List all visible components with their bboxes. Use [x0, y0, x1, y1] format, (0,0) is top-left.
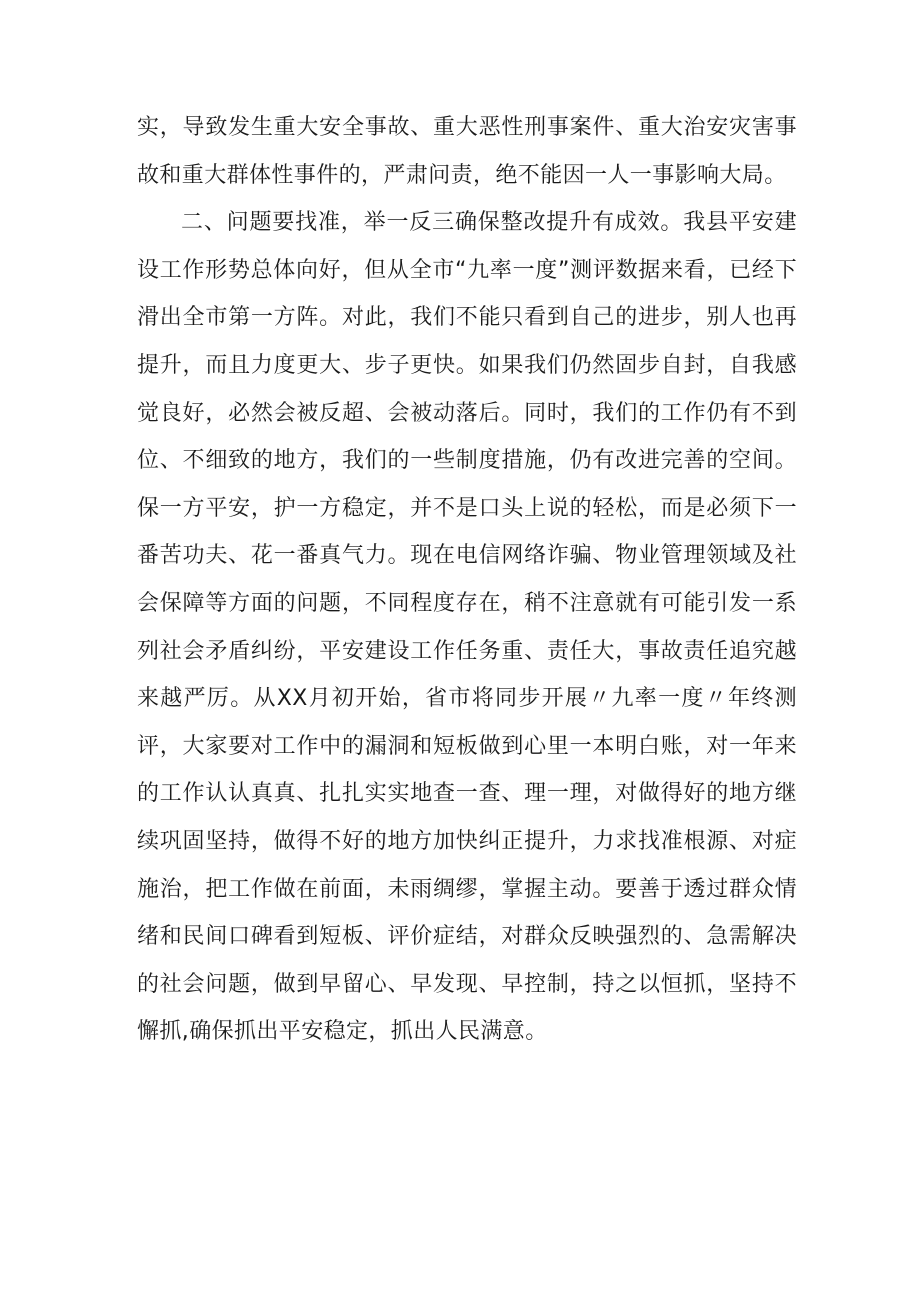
paragraph-continuation: 实，导致发生重大安全事故、重大恶性刑事案件、重大治安灾害事故和重大群体性事件的，严肃问责，绝不能因一人一事影响大局。: [137, 115, 797, 188]
document-body: [137, 104, 797, 1056]
paragraph-section-two: 二、问题要找准，举一反三确保整改提升有成效。我县平安建设工作形势总体向好，但从全市“九率一度”测评数据来看，已经下滑出全市第一方阵。对此，我们不能只看到自己的进步，别人也再提升，而且力度更大、步子更快。如果我们仍然固步自封，自我感觉良好，必然会被反超、会被动落后。同时，我们的工作仍有不到位、不细致的地方，我们的一些制度措施，仍有改进完善的空间。保一方平安，护一方稳定，并不是口头上说的轻松，而是必须下一番苦功夫、花一番真气力。现在电信网络诈骗、物业管理领域及社会保障等方面的问题，不同程度存在，稍不注意就有可能引发一系列社会矛盾纠纷，平安建设工作任务重、责任大，事故责任追究越来越严厉。从XX月初开始，省市将同步开展〃九率一度〃年终测评，大家要对工作中的漏洞和短板做到心里一本明白账，对一年来的工作认认真真、扎扎实实地查一查、理一理，对做得好的地方继续巩固坚持，做得不好的地方加快纠正提升，力求找准根源、对症施治，把工作做在前面，未雨绸缪，掌握主动。要善于透过群众情绪和民间口碑看到短板、评价症结，对群众反映强烈的、急需解决的社会问题，做到早留心、早发现、早控制，持之以恒抓，坚持不懈抓,确保抓出平安稳定，抓出人民满意。: [137, 210, 797, 1045]
